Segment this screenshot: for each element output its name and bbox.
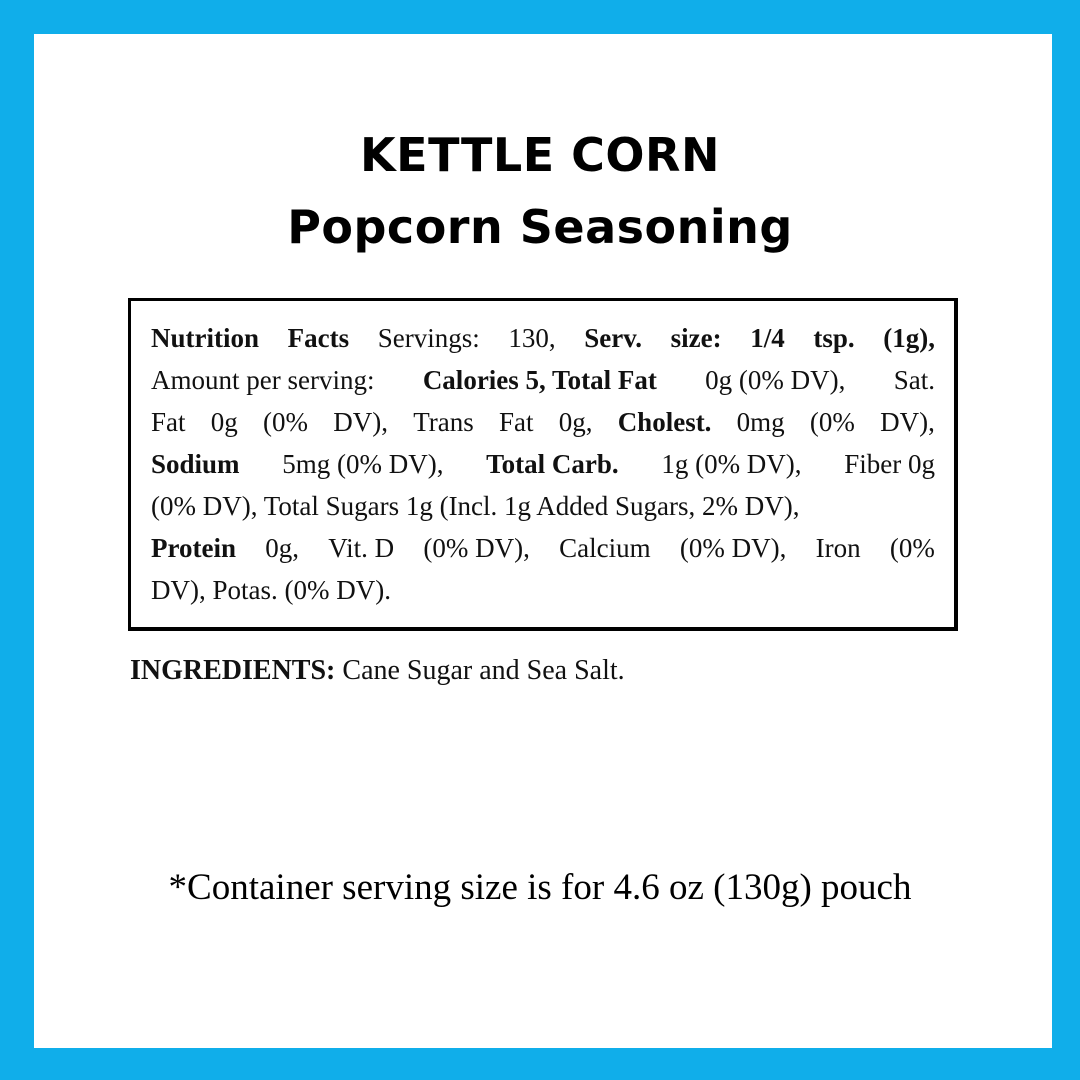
container-footnote: *Container serving size is for 4.6 oz (130g) pouch — [168, 867, 912, 908]
nutrition-facts-text — [151, 317, 935, 611]
nutrition-segment: (0% — [889, 533, 935, 563]
nutrition-segment: 1g (0% DV), — [661, 449, 802, 479]
nutrition-line — [151, 527, 935, 569]
nutrition-line — [151, 401, 935, 443]
nutrition-segment: (0% DV), — [679, 533, 787, 563]
nutrition-segment: Fat — [151, 407, 186, 437]
nutrition-segment: tsp. — [813, 323, 855, 353]
nutrition-segment: Vit. D — [328, 533, 395, 563]
nutrition-segment: (0% DV), Total Sugars 1g (Incl. 1g Added Sugars, 2% DV), — [151, 491, 800, 521]
nutrition-segment: Cholest. — [617, 407, 712, 437]
nutrition-segment: Fat — [498, 407, 534, 437]
ingredients-text: Cane Sugar and Sea Salt. — [342, 655, 625, 686]
nutrition-segment: Total Carb. — [486, 449, 619, 479]
nutrition-segment: 0g (0% DV), — [705, 365, 846, 395]
nutrition-segment: Sat. — [893, 365, 935, 395]
nutrition-line — [151, 359, 935, 401]
nutrition-segment: (0% — [262, 407, 308, 437]
nutrition-segment: DV), Potas. (0% DV). — [151, 575, 391, 605]
product-name: KETTLE CORN — [360, 128, 720, 182]
nutrition-segment: 5mg (0% DV), — [282, 449, 444, 479]
nutrition-segment: 1/4 — [750, 323, 785, 353]
nutrition-segment: Facts — [287, 323, 350, 353]
nutrition-segment: 0g, — [558, 407, 593, 437]
nutrition-segment: Calories 5, Total Fat — [422, 365, 657, 395]
ingredients — [130, 655, 625, 687]
nutrition-segment: 130, — [508, 323, 556, 353]
nutrition-segment: (0% DV), — [423, 533, 530, 563]
nutrition-segment: DV), — [880, 407, 935, 437]
nutrition-segment: Fiber 0g — [844, 449, 935, 479]
nutrition-segment: Iron — [815, 533, 861, 563]
nutrition-segment: size: — [670, 323, 722, 353]
nutrition-line — [151, 569, 935, 611]
product-subtitle: Popcorn Seasoning — [287, 200, 793, 254]
nutrition-line — [151, 443, 935, 485]
nutrition-segment: 0mg — [736, 407, 785, 437]
nutrition-segment: 0g, — [265, 533, 299, 563]
nutrition-segment: Servings: — [377, 323, 480, 353]
nutrition-segment: Trans — [413, 407, 474, 437]
nutrition-segment: DV), — [333, 407, 388, 437]
nutrition-segment: 0g — [210, 407, 238, 437]
nutrition-line — [151, 485, 935, 527]
nutrition-segment: Serv. — [584, 323, 642, 353]
nutrition-segment: (1g), — [883, 323, 935, 353]
nutrition-segment: Nutrition — [151, 323, 259, 353]
nutrition-segment: Calcium — [559, 533, 651, 563]
nutrition-segment: Protein — [151, 533, 236, 563]
nutrition-facts-box — [128, 298, 958, 631]
nutrition-segment: (0% — [809, 407, 855, 437]
nutrition-segment: Amount per serving: — [151, 365, 375, 395]
nutrition-segment: Sodium — [151, 449, 240, 479]
nutrition-line — [151, 317, 935, 359]
ingredients-label: INGREDIENTS: — [130, 655, 336, 686]
